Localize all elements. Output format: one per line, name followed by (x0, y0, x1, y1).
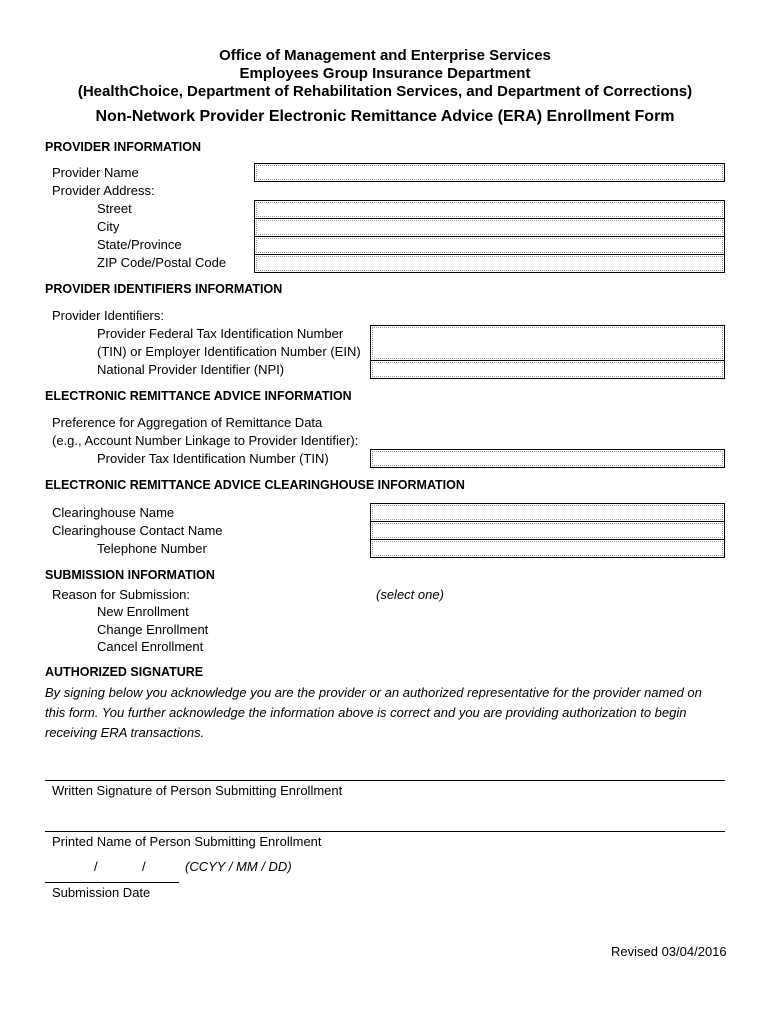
npi-label: National Provider Identifier (NPI) (97, 362, 285, 377)
written-signature-line[interactable] (45, 780, 725, 781)
state-label: State/Province (97, 237, 182, 252)
reason-label: Reason for Submission: (52, 587, 191, 602)
clearinghouse-phone-field[interactable] (370, 539, 725, 558)
provider-name-field[interactable] (254, 163, 725, 182)
date-separator-1: / (94, 859, 98, 874)
clearinghouse-heading: ELECTRONIC REMITTANCE ADVICE CLEARINGHOUSE INFORMATION (45, 478, 465, 492)
era-info-heading: ELECTRONIC REMITTANCE ADVICE INFORMATION (45, 389, 352, 403)
revision-date: Revised 03/04/2016 (611, 944, 727, 959)
identifiers-heading: PROVIDER IDENTIFIERS INFORMATION (45, 282, 283, 296)
provider-info-heading: PROVIDER INFORMATION (45, 140, 202, 154)
street-field[interactable] (254, 200, 725, 219)
era-tin-field[interactable] (370, 449, 725, 468)
select-one-hint: (select one) (376, 587, 444, 602)
submission-heading: SUBMISSION INFORMATION (45, 568, 215, 582)
provider-identifiers-label: Provider Identifiers: (52, 308, 164, 323)
era-tin-label: Provider Tax Identification Number (TIN) (97, 451, 329, 466)
city-field[interactable] (254, 218, 725, 237)
authorization-statement: By signing below you acknowledge you are the provider or an authorized representative for the provider named on this form. You further acknowledge the information above is correct and you are providing authorization to begin receiving ERA transactions. (45, 685, 702, 740)
clearinghouse-name-label: Clearinghouse Name (52, 505, 175, 520)
clearinghouse-phone-label: Telephone Number (97, 541, 207, 556)
npi-field[interactable] (370, 360, 725, 379)
written-signature-label: Written Signature of Person Submitting Enrollment (52, 783, 343, 798)
submission-date-label: Submission Date (52, 885, 151, 900)
option-new-enrollment-label: New Enrollment (97, 604, 189, 619)
aggregation-label-line1: Preference for Aggregation of Remittance Data (52, 415, 323, 430)
department-name: Employees Group Insurance Department (239, 65, 531, 82)
zip-label: ZIP Code/Postal Code (97, 255, 227, 270)
date-separator-2: / (142, 859, 146, 874)
signature-heading: AUTHORIZED SIGNATURE (45, 665, 204, 679)
submission-date-line[interactable] (45, 882, 179, 883)
printed-name-label: Printed Name of Person Submitting Enrollment (52, 834, 322, 849)
provider-address-label: Provider Address: (52, 183, 155, 198)
option-change-enrollment-label: Change Enrollment (97, 622, 209, 637)
provider-name-label: Provider Name (52, 165, 139, 180)
tin-label-line2: (TIN) or Employer Identification Number (EIN) (97, 344, 361, 359)
clearinghouse-contact-field[interactable] (370, 521, 725, 540)
clearinghouse-name-field[interactable] (370, 503, 725, 522)
date-format-hint: (CCYY / MM / DD) (185, 859, 292, 874)
tin-ein-field[interactable] (370, 325, 725, 361)
clearinghouse-contact-label: Clearinghouse Contact Name (52, 523, 223, 538)
state-field[interactable] (254, 236, 725, 255)
option-cancel-enrollment-label: Cancel Enrollment (97, 639, 204, 654)
form-title: Non-Network Provider Electronic Remittance Advice (ERA) Enrollment Form (95, 108, 675, 125)
aggregation-label-line2: (e.g., Account Number Linkage to Provider Identifier): (52, 433, 359, 448)
city-label: City (97, 219, 120, 234)
zip-field[interactable] (254, 254, 725, 273)
agency-name: Office of Management and Enterprise Services (219, 47, 551, 64)
tin-label-line1: Provider Federal Tax Identification Number (97, 326, 344, 341)
department-scope: (HealthChoice, Department of Rehabilitation Services, and Department of Corrections) (77, 83, 693, 100)
street-label: Street (97, 201, 132, 216)
printed-name-line[interactable] (45, 831, 725, 832)
